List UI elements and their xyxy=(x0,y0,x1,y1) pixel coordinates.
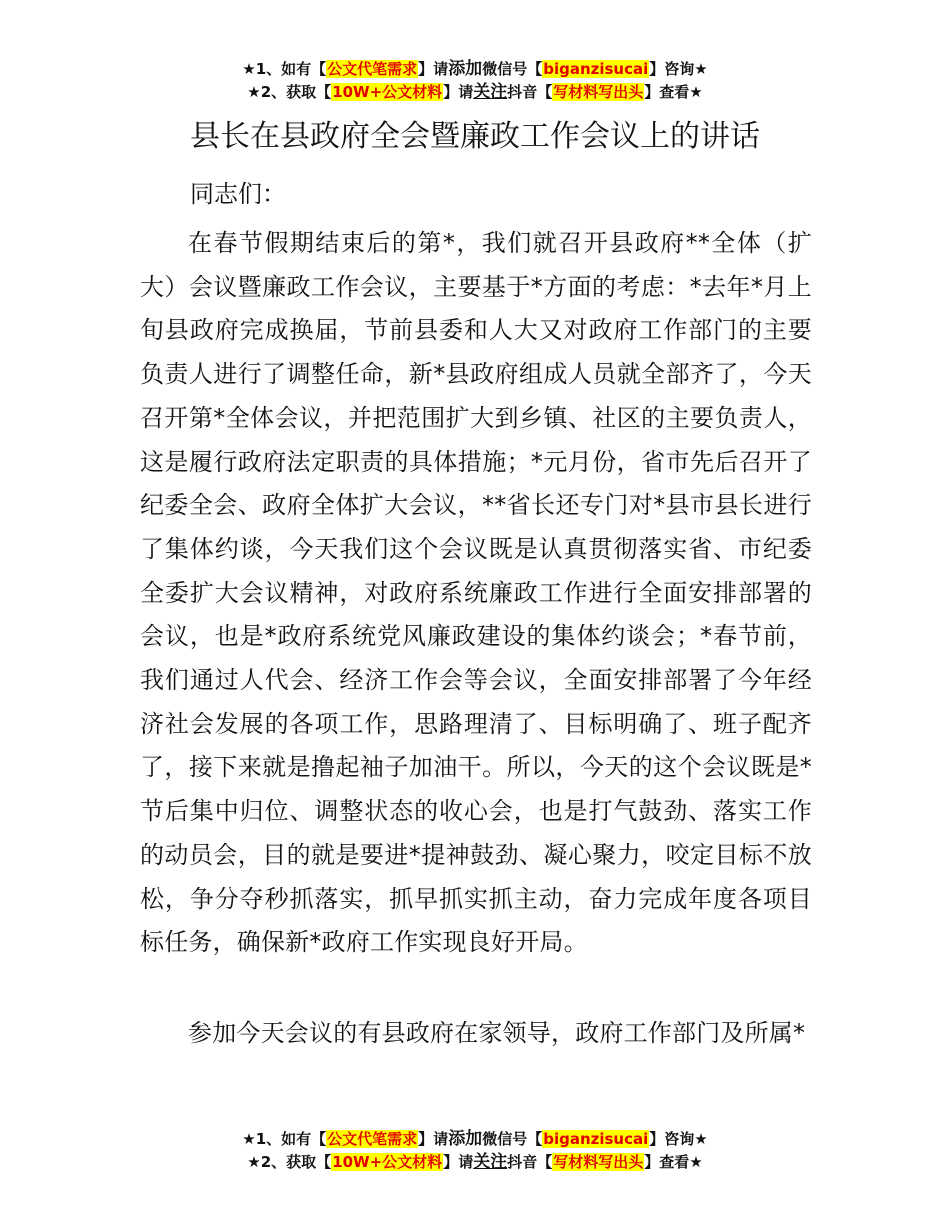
banner-text: 关注 xyxy=(473,1152,508,1172)
banner-text: ★1、如有【 xyxy=(242,1130,327,1148)
banner-text: 】请 xyxy=(418,1130,449,1148)
greeting: 同志们： xyxy=(190,180,286,208)
body-paragraph: 在春节假期结束后的第*，我们就召开县政府**全体（扩大）会议暨廉政工作会议，主要基于*方面的考虑：*去年*月上旬县政府完成换届，节前县委和人大又对政府工作部门的主要负责人进行了调整任命，新*县政府组成人员就全部齐了，今天召开第*全体会议，并把范围扩大到乡镇、社区的主要负责人，这是履行政府法定职责的具体措施；*元月份，省市先后召开了纪委全会、政府全体扩大会议，**省长还专门对*县市县长进行了集体约谈，今天我们这个会议既是认真贯彻落实省、市纪委全委扩大会议精神，对政府系统廉政工作进行全面安排部署的会议，也是*政府系统党风廉政建设的集体约谈会；*春节前，我们通过人代会、经济工作会等会议，全面安排部署了今年经济社会发展的各项工作，思路理清了、目标明确了、班子配齐了，接下来就是撸起袖子加油干。所以，今天的这个会议既是*节后集中归位、调整状态的收心会，也是打气鼓劲、落实工作的动员会，目的就是要进*提神鼓劲、凝心聚力，咬定目标不放松，争分夺秒抓落实，抓早抓实抓主动，奋力完成年度各项目标任务，确保新*政府工作实现良好开局。 xyxy=(140,229,812,957)
banner-line-2 xyxy=(0,81,950,104)
banner-text: 】请 xyxy=(443,83,474,101)
banner-text: 微信号【 xyxy=(482,60,543,78)
banner-text: 关注 xyxy=(473,82,508,102)
banner-text: ★2、获取【 xyxy=(247,1153,332,1171)
banner-text: ★1、如有【 xyxy=(242,60,327,78)
banner-text: 】查看★ xyxy=(644,1153,703,1171)
banner-text: 】咨询★ xyxy=(649,60,708,78)
banner-text: 添加 xyxy=(448,59,483,79)
header-banner xyxy=(0,58,950,104)
banner-text: 】请 xyxy=(443,1153,474,1171)
banner-highlight: biganzisucai xyxy=(543,60,649,78)
banner-text: 】咨询★ xyxy=(649,1130,708,1148)
banner-highlight: 公文代笔需求 xyxy=(327,1130,418,1148)
banner-text: 】查看★ xyxy=(644,83,703,101)
banner-highlight: 写材料写出头 xyxy=(553,1153,644,1171)
document-title: 县长在县政府全会暨廉政工作会议上的讲话 xyxy=(190,119,760,154)
banner-text: ★2、获取【 xyxy=(247,83,332,101)
banner-highlight: biganzisucai xyxy=(543,1130,649,1148)
banner-line-2 xyxy=(0,1151,950,1174)
banner-line-1 xyxy=(0,58,950,81)
banner-text: 抖音【 xyxy=(507,83,553,101)
banner-line-1 xyxy=(0,1128,950,1151)
footer-banner xyxy=(0,1128,950,1174)
banner-highlight: 10W+公文材料 xyxy=(332,83,443,101)
banner-highlight: 10W+公文材料 xyxy=(332,1153,443,1171)
banner-text: 抖音【 xyxy=(507,1153,553,1171)
banner-text: 】请 xyxy=(418,60,449,78)
body-paragraph: 参加今天会议的有县政府在家领导，政府工作部门及所属* xyxy=(188,1019,806,1047)
banner-highlight: 公文代笔需求 xyxy=(327,60,418,78)
banner-text: 添加 xyxy=(448,1129,483,1149)
banner-text: 微信号【 xyxy=(482,1130,543,1148)
banner-highlight: 写材料写出头 xyxy=(553,83,644,101)
